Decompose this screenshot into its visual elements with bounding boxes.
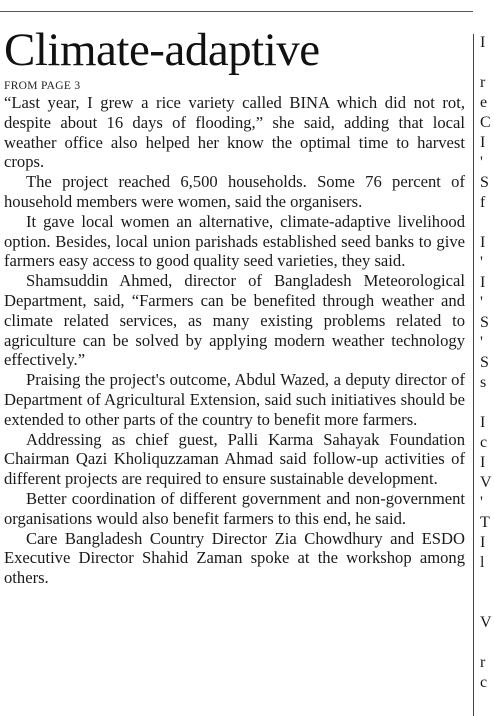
adjacent-column-fragment: I xyxy=(480,134,486,151)
adjacent-column-fragment: ' xyxy=(480,494,483,511)
adjacent-column-fragment: T xyxy=(480,514,490,531)
adjacent-column-fragment: I xyxy=(480,414,486,431)
article-paragraph: It gave local women an alternative, climate-adaptive livelihood option. Besides, local union parishads established seed banks to give farmers easy access to good quality seed varieties, they said. xyxy=(4,211,465,271)
adjacent-column-fragment: c xyxy=(480,434,488,451)
adjacent-column-fragment: I xyxy=(480,274,486,291)
headline: Climate-adaptive xyxy=(4,24,320,76)
adjacent-column-fragment: r xyxy=(480,74,486,91)
adjacent-column-fragment: ' xyxy=(480,334,483,351)
adjacent-column-fragment: f xyxy=(480,194,486,211)
adjacent-column-fragment: I xyxy=(480,454,486,471)
adjacent-column-fragment: ' xyxy=(480,254,483,271)
article-paragraph: Shamsuddin Ahmed, director of Bangladesh Meteorological Department, said, “Farmers can be benefited through weather and climate related services, as many existing problems related to agriculture can be solved by applying modern weather technology effectively.” xyxy=(4,271,465,370)
adjacent-column-fragment: s xyxy=(480,374,487,391)
article xyxy=(4,24,465,588)
adjacent-column-fragment: ' xyxy=(480,294,483,311)
adjacent-column-edge xyxy=(480,34,492,716)
adjacent-column-fragment: I xyxy=(480,234,486,251)
column-divider xyxy=(473,34,474,716)
article-paragraph: “Last year, I grew a rice variety called BINA which did not rot, despite about 16 days of flooding,” she said, adding that local weather office also helped her know the optimal time to harvest crops. xyxy=(4,93,465,172)
article-paragraph: Better coordination of different government and non-government organisations would also benefit farmers to this end, he said. xyxy=(4,488,465,528)
article-paragraph: The project reached 6,500 households. Some 76 percent of household members were women, said the organisers. xyxy=(4,172,465,211)
top-rule xyxy=(0,11,473,12)
adjacent-column-fragment: V xyxy=(480,474,492,491)
adjacent-column-fragment: I xyxy=(480,34,486,51)
article-paragraph: Addressing as chief guest, Palli Karma Sahayak Foundation Chairman Qazi Kholiquzzaman Ahmad said follow-up activities of different projects are required to ensure sustainable development. xyxy=(4,429,465,489)
adjacent-column-fragment: l xyxy=(480,554,485,571)
adjacent-column-fragment: e xyxy=(480,94,488,111)
adjacent-column-fragment: c xyxy=(480,674,488,691)
adjacent-column-fragment: S xyxy=(480,354,489,371)
adjacent-column-fragment: r xyxy=(480,654,486,671)
article-paragraph: Care Bangladesh Country Director Zia Chowdhury and ESDO Executive Director Shahid Zaman spoke at the workshop among others. xyxy=(4,528,465,588)
adjacent-column-fragment: S xyxy=(480,174,489,191)
jump-line: FROM PAGE 3 xyxy=(4,80,81,92)
article-paragraph: Praising the project's outcome, Abdul Wazed, a deputy director of Department of Agricultural Extension, said such initiatives should be extended to other parts of the country to benefit more farmers. xyxy=(4,370,465,429)
adjacent-column-fragment: S xyxy=(480,314,489,331)
adjacent-column-fragment: ' xyxy=(480,154,483,171)
adjacent-column-fragment: V xyxy=(480,614,492,631)
adjacent-column-fragment: C xyxy=(480,114,491,131)
adjacent-column-fragment: I xyxy=(480,534,486,551)
